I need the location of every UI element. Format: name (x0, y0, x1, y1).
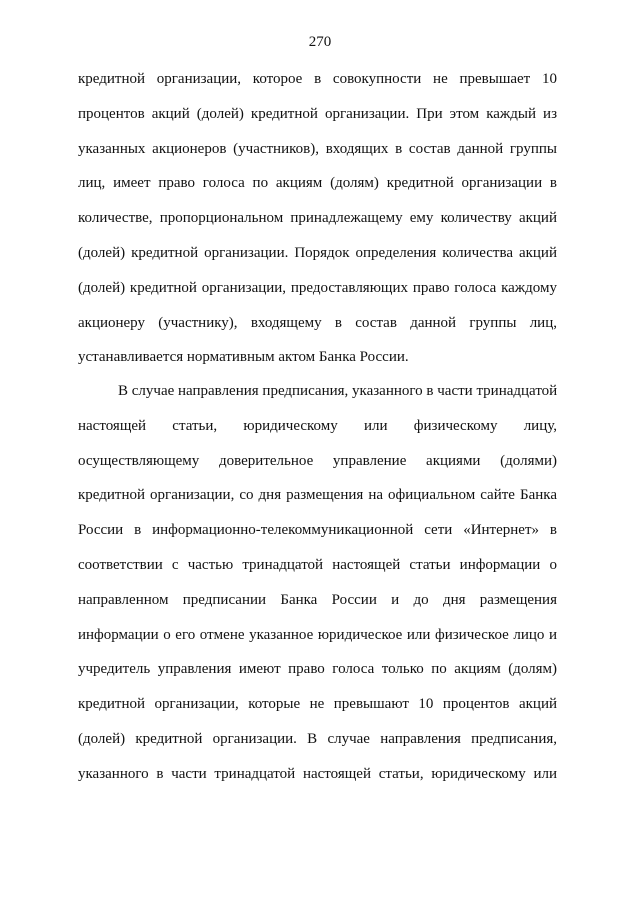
text-line: информации о его отмене указанное юридическое или физическое лицо и (78, 626, 557, 643)
text-line: лиц, имеет право голоса по акциям (долям) кредитной организации в (78, 175, 557, 192)
text-line: России в информационно-телекоммуникационной сети «Интернет» в (78, 522, 557, 539)
paragraph-1 (78, 70, 557, 383)
text-line: акционеру (участнику), входящему в состав данной группы лиц, (78, 314, 557, 331)
text-line: количестве, пропорциональном принадлежащему ему количеству акций (78, 210, 557, 227)
text-line: указанного в части тринадцатой настоящей статьи, юридическому или (78, 765, 557, 782)
paragraph-2 (78, 382, 557, 800)
text-line: учредитель управления имеют право голоса только по акциям (долям) (78, 661, 557, 678)
text-line: указанных акционеров (участников), входящих в состав данной группы (78, 140, 557, 157)
text-line: кредитной организации, которое в совокупности не превышает 10 (78, 71, 557, 87)
text-line: кредитной организации, которые не превышают 10 процентов акций (78, 696, 557, 713)
text-line: (долей) кредитной организации. В случае направления предписания, (78, 730, 557, 747)
text-line: процентов акций (долей) кредитной организации. При этом каждый из (78, 105, 557, 122)
text-line: (долей) кредитной организации. Порядок определения количества акций (78, 244, 557, 261)
page-number: 270 (308, 34, 332, 50)
text-line: соответствии с частью тринадцатой настоящей статьи информации о (78, 556, 557, 573)
text-line: осуществляющему доверительное управление акциями (долями) (78, 452, 557, 469)
text-line: настоящей статьи, юридическому или физическому лицу, (78, 417, 557, 434)
text-line: устанавливается нормативным актом Банка России. (78, 349, 409, 366)
text-line: направленном предписании Банка России и до дня размещения (78, 591, 557, 608)
text-line: (долей) кредитной организации, предоставляющих право голоса каждому (78, 279, 557, 296)
text-line: В случае направления предписания, указанного в части тринадцатой (118, 383, 558, 399)
text-line: кредитной организации, со дня размещения на официальном сайте Банка (78, 487, 557, 504)
